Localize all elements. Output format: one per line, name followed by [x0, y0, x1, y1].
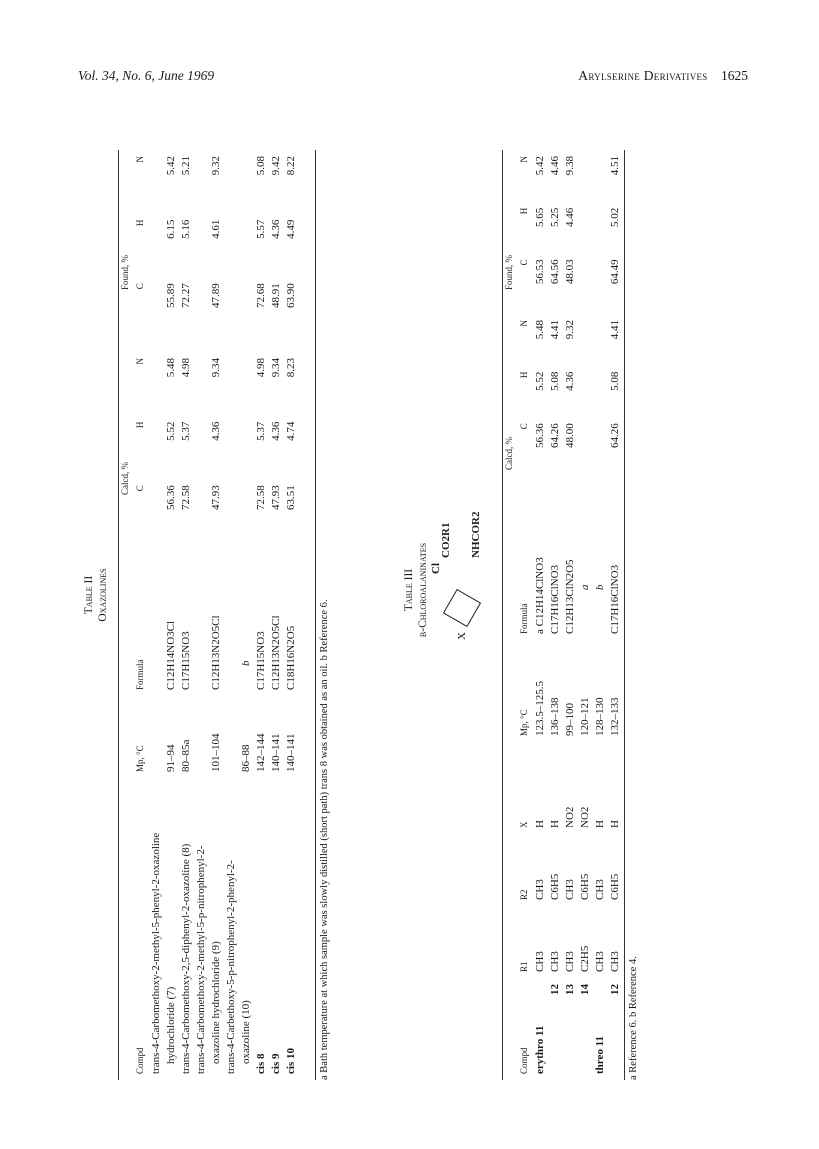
- cell-formula: C12H14NO3Cl: [164, 620, 177, 690]
- cell-mp: 136–138: [548, 697, 561, 736]
- journal-volume: Vol. 34, No. 6, June 1969: [78, 68, 215, 83]
- cell-calcd-c: 72.58: [254, 485, 267, 510]
- table-3-caption: [402, 520, 430, 660]
- cell-found-h: 4.49: [284, 219, 297, 239]
- table-row: [592, 150, 607, 1080]
- table-2-footnote: a Bath temperature at which sample was slowly distilled (short path) trans 8 was obtained as an oil. b Reference 6.: [319, 599, 330, 1080]
- cell-calcd-h: 5.37: [179, 421, 192, 441]
- cell-calcd-n: 9.34: [269, 358, 282, 378]
- cell-mp: 91–94: [164, 744, 177, 772]
- col-calcd-c: C: [519, 423, 529, 430]
- cell-found-n: 5.42: [164, 156, 177, 176]
- table-row: [193, 150, 208, 1080]
- col-found-c: C: [519, 259, 529, 266]
- cell-r1: CH3: [533, 951, 546, 972]
- cell-x: NO2: [563, 806, 576, 828]
- cell-compd: trans-4-Carbomethoxy-2-methyl-5-phenyl-2-oxazoline: [149, 832, 162, 1074]
- cell-found-n: 9.32: [209, 156, 222, 176]
- cell-found-c: 56.53: [533, 259, 546, 285]
- cell-calcd-h: 5.08: [608, 371, 621, 391]
- cell-calcd-h: 4.36: [209, 421, 222, 441]
- table-row: [223, 150, 238, 1080]
- cell-calcd-c: 72.58: [179, 485, 192, 510]
- cell-calcd-c: 63.51: [284, 485, 297, 510]
- cell-formula: C12H13ClN2O5: [563, 559, 576, 634]
- cell-mp: 120–121: [578, 697, 591, 736]
- cell-r1: CH3: [593, 951, 606, 972]
- cell-found-n: 4.46: [548, 156, 561, 176]
- cell-x: H: [548, 820, 561, 828]
- cell-found-n: 9.38: [563, 156, 576, 176]
- cell-calcd-n: 5.48: [164, 358, 177, 378]
- cell-mp: 99–100: [563, 703, 576, 736]
- cell-formula: b: [593, 584, 606, 590]
- cell-calcd-n: 5.48: [533, 320, 546, 340]
- cell-calcd-c: 48.00: [563, 423, 576, 449]
- table-3-top-rule: [502, 150, 503, 1080]
- col-found-n: N: [135, 156, 145, 163]
- cell-mp: 132–133: [608, 697, 621, 736]
- cell-compd: cis 10: [284, 1048, 297, 1074]
- cell-found-h: 5.16: [179, 219, 192, 239]
- cell-mp: 123.5–125.5: [533, 681, 546, 736]
- cell-compd: oxazoline (10): [239, 1000, 252, 1064]
- table-2-header-row: [132, 150, 148, 1080]
- table-2-bottom-rule: [315, 150, 316, 1080]
- cell-found-c: 47.89: [209, 283, 222, 308]
- cell-compd: 12: [608, 984, 621, 995]
- table-row: [208, 150, 223, 1080]
- cell-formula: C17H16ClNO3: [608, 564, 621, 634]
- col-calcd-h: H: [519, 371, 529, 379]
- table-3-calcd-header: Calcd, %: [504, 437, 514, 470]
- cell-r1: CH3: [608, 951, 621, 972]
- cell-calcd-n: 4.41: [548, 320, 561, 340]
- cell-calcd-h: 5.08: [548, 371, 561, 391]
- table-3-grid: [516, 150, 622, 1080]
- cell-calcd-n: 9.32: [563, 320, 576, 340]
- cell-calcd-c: 47.93: [209, 485, 222, 510]
- col-formula: Formula: [519, 603, 529, 634]
- cell-mp: 140–141: [284, 733, 297, 772]
- col-x: X: [519, 821, 529, 828]
- cell-calcd-h: 5.52: [164, 421, 177, 441]
- cell-calcd-c: 47.93: [269, 485, 282, 510]
- cell-formula: C17H15NO3: [254, 631, 267, 690]
- cell-calcd-h: 5.37: [254, 421, 267, 441]
- table-2-found-header: Found, %: [120, 254, 130, 290]
- cell-found-c: 64.56: [548, 259, 561, 285]
- cell-r2: CH3: [563, 879, 576, 900]
- cell-compd: cis 8: [254, 1053, 267, 1074]
- cell-r1: CH3: [563, 951, 576, 972]
- cell-r1: CH3: [548, 951, 561, 972]
- table-2-title: Oxazolines: [97, 568, 109, 622]
- cell-found-c: 72.68: [254, 283, 267, 308]
- cell-r2: C6H5: [548, 873, 561, 900]
- cell-x: H: [608, 820, 621, 828]
- table-row: [532, 150, 547, 1080]
- cell-mp: 80–85a: [179, 739, 192, 772]
- col-calcd-n: N: [519, 320, 529, 327]
- page-number: 1625: [721, 68, 748, 83]
- col-formula: Formula: [135, 659, 145, 690]
- structure-cl-label: Cl: [430, 563, 442, 574]
- cell-mp: 86–88: [239, 744, 252, 772]
- table-3-label: Table III: [403, 568, 415, 612]
- header-right: [578, 68, 748, 84]
- col-calcd-h: H: [135, 421, 145, 429]
- cell-mp: 101–104: [209, 733, 222, 772]
- cell-formula: C17H15NO3: [179, 631, 192, 690]
- table-3-footnote: a Reference 6. b Reference 4.: [628, 956, 639, 1080]
- cell-calcd-c: 56.36: [533, 423, 546, 449]
- cell-found-h: 5.02: [608, 207, 621, 227]
- cell-calcd-h: 4.36: [269, 421, 282, 441]
- cell-x: H: [533, 820, 546, 828]
- col-found-h: H: [519, 207, 529, 215]
- cell-formula: C12H13N2O5Cl: [209, 615, 222, 690]
- table-row: [253, 150, 268, 1080]
- cell-x: H: [593, 820, 606, 828]
- table-3-header-row: [516, 150, 532, 1080]
- cell-r2: CH3: [533, 879, 546, 900]
- cell-calcd-n: 8.23: [284, 358, 297, 378]
- cell-found-c: 64.49: [608, 259, 621, 285]
- cell-calcd-h: 4.74: [284, 421, 297, 441]
- cell-found-n: 4.51: [608, 156, 621, 176]
- table-3-found-header: Found, %: [504, 254, 514, 290]
- cell-calcd-n: 9.34: [209, 358, 222, 378]
- cell-formula: b: [239, 660, 252, 666]
- chloroalaninate-structure: [428, 511, 498, 640]
- cell-found-h: 6.15: [164, 219, 177, 239]
- cell-formula: C18H16N2O5: [284, 625, 297, 690]
- table-2-grid: [132, 150, 298, 1080]
- cell-found-h: 4.36: [269, 219, 282, 239]
- table-row: [238, 150, 253, 1080]
- cell-calcd-c: 64.26: [548, 423, 561, 449]
- table-row: [283, 150, 298, 1080]
- table-2-label: Table II: [83, 575, 95, 615]
- col-calcd-n: N: [135, 358, 145, 365]
- cell-calcd-n: 4.98: [254, 358, 267, 378]
- cell-mp: 128–130: [593, 697, 606, 736]
- cell-found-n: 8.22: [284, 156, 297, 176]
- table-3-bottom-rule: [624, 150, 625, 1080]
- benzene-ring-icon: [443, 589, 481, 627]
- col-calcd-c: C: [135, 485, 145, 492]
- cell-compd: 13: [563, 984, 576, 995]
- cell-compd: oxazoline hydrochloride (9): [209, 941, 222, 1064]
- rotated-content: [82, 110, 662, 1080]
- col-mp: Mp, °C: [135, 745, 145, 772]
- cell-found-h: 5.65: [533, 207, 546, 227]
- cell-r1: C2H5: [578, 945, 591, 972]
- cell-mp: 140–141: [269, 733, 282, 772]
- cell-r2: CH3: [593, 879, 606, 900]
- cell-found-h: 4.46: [563, 207, 576, 227]
- cell-compd: erythro 11: [533, 1025, 546, 1074]
- cell-found-n: 9.42: [269, 156, 282, 176]
- cell-compd: trans-4-Carbethoxy-5-p-nitrophenyl-2-phenyl-2-: [224, 860, 237, 1074]
- cell-calcd-h: 5.52: [533, 371, 546, 391]
- table-row: [562, 150, 577, 1080]
- table-2-top-rule: [118, 150, 119, 1080]
- table-row: [577, 150, 592, 1080]
- table-row: [148, 150, 163, 1080]
- table-row: [547, 150, 562, 1080]
- cell-calcd-n: 4.98: [179, 358, 192, 378]
- cell-formula: C17H16ClNO3: [548, 564, 561, 634]
- cell-compd: cis 9: [269, 1053, 282, 1074]
- running-title: Arylserine Derivatives: [578, 68, 708, 83]
- table-row: [178, 150, 193, 1080]
- cell-found-n: 5.08: [254, 156, 267, 176]
- cell-found-n: 5.42: [533, 156, 546, 176]
- col-found-c: C: [135, 283, 145, 290]
- cell-compd: threo 11: [593, 1036, 606, 1074]
- cell-found-c: 55.89: [164, 283, 177, 308]
- table-row: [268, 150, 283, 1080]
- table-2-calcd-header: Calcd, %: [120, 462, 130, 495]
- cell-compd: hydrochloride (7): [164, 986, 177, 1064]
- col-found-h: H: [135, 219, 145, 227]
- table-row: [163, 150, 178, 1080]
- cell-found-n: 5.21: [179, 156, 192, 176]
- cell-found-c: 48.03: [563, 259, 576, 285]
- cell-formula: C12H13N2O5Cl: [269, 615, 282, 690]
- col-compd: Compd: [135, 1047, 145, 1074]
- col-mp: Mp, °C: [519, 709, 529, 736]
- col-r1: R1: [519, 961, 529, 972]
- col-r2: R2: [519, 889, 529, 900]
- cell-calcd-c: 64.26: [608, 423, 621, 449]
- cell-found-h: 5.57: [254, 219, 267, 239]
- cell-formula: a: [578, 584, 591, 590]
- running-header: [78, 68, 748, 88]
- cell-found-c: 63.90: [284, 283, 297, 308]
- cell-found-h: 5.25: [548, 207, 561, 227]
- table-row: [607, 150, 622, 1080]
- cell-compd: trans-4-Carbomethoxy-2,5-diphenyl-2-oxazoline (8): [179, 843, 192, 1074]
- cell-compd: 14: [578, 984, 591, 995]
- table-2-caption: [82, 540, 110, 650]
- cell-calcd-c: 56.36: [164, 485, 177, 510]
- cell-compd: trans-4-Carbomethoxy-2-methyl-5-p-nitrophenyl-2-: [194, 845, 207, 1074]
- cell-found-c: 72.27: [179, 283, 192, 308]
- structure-nhcor-label: NHCOR2: [470, 511, 482, 558]
- cell-r2: C6H5: [608, 873, 621, 900]
- cell-found-h: 4.61: [209, 219, 222, 239]
- cell-calcd-h: 4.36: [563, 371, 576, 391]
- cell-mp: 142–144: [254, 733, 267, 772]
- structure-x-label: X: [456, 632, 468, 640]
- cell-x: NO2: [578, 806, 591, 828]
- cell-r2: C6H5: [578, 873, 591, 900]
- cell-formula: a C12H14ClNO3: [533, 557, 546, 634]
- cell-compd: 12: [548, 984, 561, 995]
- structure-co2r-label: CO2R1: [440, 522, 452, 558]
- col-found-n: N: [519, 156, 529, 163]
- table-3-title: β-Chloroalaninates: [417, 542, 429, 638]
- cell-calcd-n: 4.41: [608, 320, 621, 340]
- cell-found-c: 48.91: [269, 283, 282, 308]
- col-compd: Compd: [519, 1047, 529, 1074]
